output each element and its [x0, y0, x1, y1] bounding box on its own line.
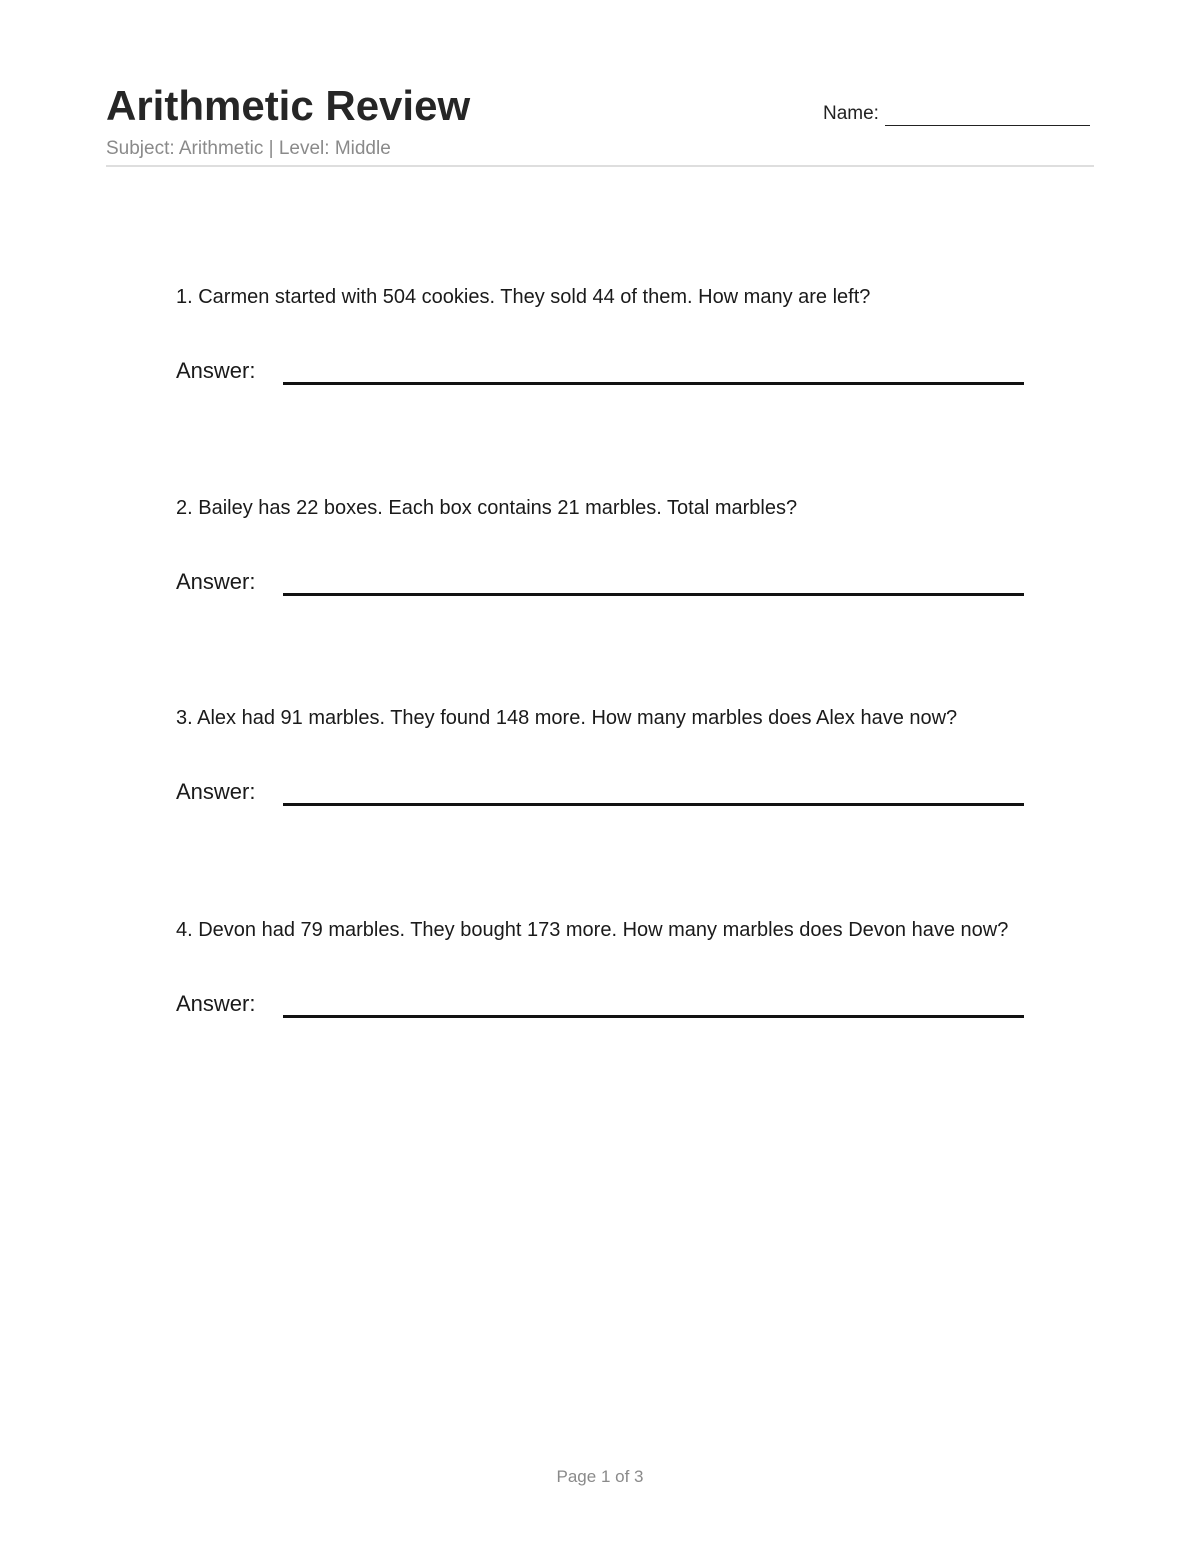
question-3 [176, 705, 1036, 809]
answer-line[interactable] [283, 803, 1024, 806]
question-text: 1. Carmen started with 504 cookies. They sold 44 of them. How many are left? [176, 286, 871, 308]
question-text: 4. Devon had 79 marbles. They bought 173 more. How many marbles does Devon have now? [176, 919, 1009, 941]
question-4 [176, 917, 1036, 1021]
answer-line[interactable] [283, 382, 1024, 385]
question-1 [176, 284, 1036, 388]
answer-line[interactable] [283, 1015, 1024, 1018]
page-indicator: Page 1 of 3 [556, 1467, 644, 1486]
answer-label: Answer: [176, 991, 256, 1016]
answer-label: Answer: [176, 569, 256, 594]
answer-row [176, 779, 1036, 809]
question-text: 3. Alex had 91 marbles. They found 148 more. How many marbles does Alex have now? [176, 707, 958, 729]
answer-label: Answer: [176, 779, 256, 804]
name-input-line[interactable] [885, 105, 1090, 126]
name-label: Name: [823, 103, 879, 124]
answer-label: Answer: [176, 358, 256, 383]
name-field [823, 102, 1090, 126]
answer-row [176, 358, 1036, 388]
question-text: 2. Bailey has 22 boxes. Each box contains 21 marbles. Total marbles? [176, 497, 798, 519]
answer-row [176, 991, 1036, 1021]
answer-row [176, 569, 1036, 599]
header-divider [106, 165, 1094, 167]
answer-line[interactable] [283, 593, 1024, 596]
worksheet-subtitle: Subject: Arithmetic | Level: Middle [106, 138, 391, 159]
worksheet-title: Arithmetic Review [106, 82, 471, 129]
question-2 [176, 495, 1036, 599]
